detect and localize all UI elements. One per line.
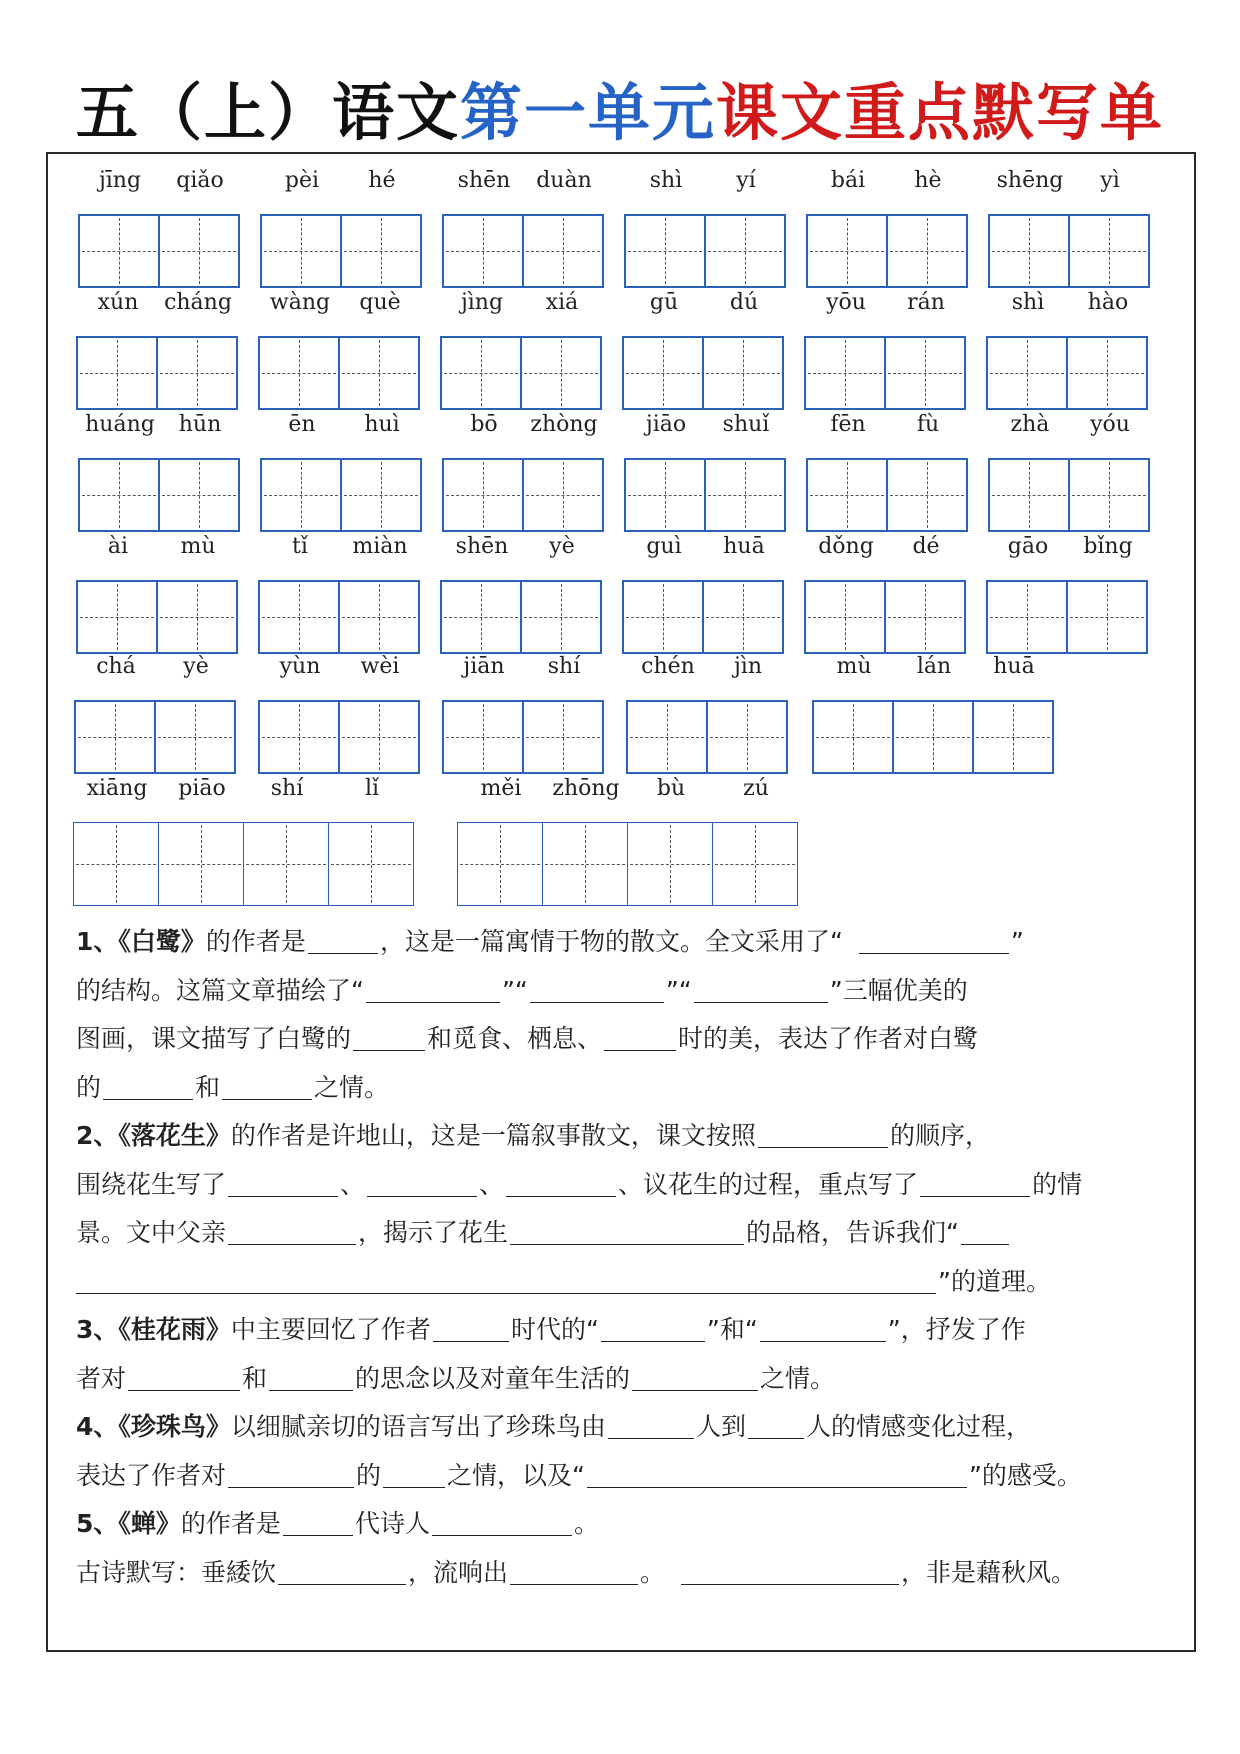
tianzige-grid: [804, 336, 966, 410]
question-text: ，非是藉秋风。: [901, 1557, 1077, 1587]
question-text: 。: [640, 1557, 666, 1587]
question-5: [76, 1500, 1166, 1549]
question-text: 以细腻亲切的语言写出了珍珠鸟由: [230, 1412, 606, 1441]
fill-in-questions: [76, 918, 1166, 1597]
question-text: 、议花生的过程，重点写了: [618, 1169, 919, 1199]
question-1: [76, 918, 1166, 1112]
pinyin-label: qiǎo: [176, 168, 224, 193]
writing-cell[interactable]: [158, 458, 240, 532]
question-text: 者对: [76, 1363, 127, 1393]
pinyin-label: shì: [1011, 290, 1045, 315]
writing-cell[interactable]: [154, 700, 236, 774]
question-text: 的作者是许地山，这是一篇叙事散文，课文按照: [230, 1121, 756, 1150]
question-number: 4、: [76, 1412, 119, 1441]
pinyin-label: lǐ: [364, 776, 380, 801]
tianzige-grid: [624, 458, 786, 532]
answer-blank[interactable]: [506, 1168, 616, 1197]
pinyin-label: shí: [547, 654, 581, 679]
answer-blank[interactable]: [308, 925, 378, 954]
question-text: 之情，以及“: [447, 1460, 585, 1490]
writing-cell[interactable]: [704, 458, 786, 532]
pinyin-label: hào: [1087, 290, 1129, 315]
tianzige-grid: [76, 336, 238, 410]
writing-cell[interactable]: [158, 214, 240, 288]
pinyin-label: měi: [480, 776, 522, 801]
question-text: 人的情感变化过程，: [805, 1412, 1031, 1441]
pinyin-label: shēng: [996, 168, 1064, 193]
answer-blank[interactable]: [103, 1071, 193, 1100]
tianzige-grid: [260, 458, 422, 532]
question-text: 、: [479, 1169, 505, 1199]
pinyin-label: fù: [916, 412, 940, 437]
writing-cell[interactable]: [73, 822, 159, 906]
answer-blank[interactable]: [383, 1459, 445, 1488]
question-3: [76, 1306, 1166, 1403]
writing-cell[interactable]: [712, 822, 798, 906]
pinyin-label: miàn: [352, 534, 408, 559]
pinyin-label: rán: [907, 290, 945, 315]
writing-cell[interactable]: [258, 700, 340, 774]
question-text: 。: [573, 1509, 599, 1538]
pinyin-label: shēn: [455, 534, 509, 559]
writing-cell[interactable]: [884, 580, 966, 654]
tianzige-grid: [258, 336, 420, 410]
book-title: 《珍珠鸟》: [118, 1412, 231, 1441]
pinyin-label: yè: [183, 654, 209, 679]
writing-cell[interactable]: [260, 214, 342, 288]
pinyin-label: jiāo: [645, 412, 687, 437]
writing-cell[interactable]: [158, 822, 244, 906]
pinyin-label: mù: [180, 534, 216, 559]
pinyin-label: hè: [914, 168, 942, 193]
pinyin-label: bái: [830, 168, 866, 193]
question-number: 3、: [76, 1315, 119, 1344]
writing-cell[interactable]: [986, 336, 1068, 410]
answer-blank[interactable]: [681, 1556, 899, 1585]
pinyin-label: bǐng: [1083, 534, 1133, 559]
answer-blank[interactable]: [632, 1362, 758, 1391]
writing-cell[interactable]: [440, 580, 522, 654]
pinyin-row: [48, 290, 1198, 400]
writing-cell[interactable]: [340, 458, 422, 532]
answer-blank[interactable]: [367, 1168, 477, 1197]
tianzige-grid: [986, 580, 1148, 654]
writing-cell[interactable]: [457, 822, 543, 906]
question-text: 和: [242, 1363, 268, 1393]
writing-cell[interactable]: [702, 580, 784, 654]
writing-cell[interactable]: [243, 822, 329, 906]
pinyin-label: zú: [743, 776, 769, 801]
pinyin-label: yōu: [826, 290, 866, 315]
writing-cell[interactable]: [338, 580, 420, 654]
writing-cell[interactable]: [76, 336, 158, 410]
pinyin-row: [48, 776, 1198, 886]
answer-blank[interactable]: [608, 1410, 694, 1439]
writing-cell[interactable]: [886, 458, 968, 532]
answer-blank[interactable]: [694, 974, 828, 1003]
answer-blank[interactable]: [269, 1362, 353, 1391]
question-text: 的情: [1032, 1169, 1083, 1199]
writing-cell[interactable]: [624, 214, 706, 288]
question-text: 和觅食、栖息、: [427, 1024, 603, 1053]
writing-cell[interactable]: [156, 336, 238, 410]
pinyin-label: jīng: [98, 168, 142, 193]
writing-cell[interactable]: [338, 336, 420, 410]
writing-cell[interactable]: [442, 214, 524, 288]
question-number: 2、: [76, 1121, 119, 1150]
question-text: 景。文中父亲: [76, 1218, 227, 1247]
answer-blank[interactable]: [760, 1313, 886, 1342]
tianzige-grid: [804, 580, 966, 654]
question-text: 的作者是: [205, 927, 306, 956]
question-text: 的品格，告诉我们“: [746, 1218, 959, 1247]
pinyin-label: yùn: [279, 654, 321, 679]
poem-recitation: [76, 1549, 1166, 1598]
writing-cell[interactable]: [806, 458, 888, 532]
question-text: 图画，课文描写了白鹭的: [76, 1024, 352, 1053]
pinyin-label: fēn: [830, 412, 866, 437]
tianzige-grid: [812, 700, 1054, 774]
answer-blank[interactable]: [432, 1507, 572, 1536]
pinyin-row: [48, 534, 1198, 644]
question-text: ，这是一篇寓情于物的散文。全文采用了“: [379, 927, 843, 956]
pinyin-label: tǐ: [292, 534, 308, 559]
question-text: ”“: [501, 975, 528, 1005]
book-title: 《蝉》: [118, 1509, 181, 1538]
question-text: 围绕花生写了: [76, 1169, 227, 1199]
writing-cell[interactable]: [884, 336, 966, 410]
pinyin-label: cháng: [164, 290, 232, 315]
pinyin-label: dǒng: [818, 534, 874, 559]
writing-cell[interactable]: [74, 700, 156, 774]
answer-blank[interactable]: [228, 1459, 354, 1488]
answer-blank[interactable]: [283, 1507, 353, 1536]
pinyin-label: shì: [649, 168, 683, 193]
pinyin-label: xún: [97, 290, 139, 315]
pinyin-label: ēn: [288, 412, 316, 437]
writing-cell[interactable]: [76, 580, 158, 654]
question-text: 、: [340, 1169, 366, 1199]
question-text: 中主要回忆了作者: [230, 1315, 431, 1344]
writing-cell[interactable]: [522, 458, 604, 532]
pinyin-label: dú: [729, 290, 759, 315]
writing-cell[interactable]: [440, 336, 522, 410]
tianzige-grid: [442, 214, 604, 288]
writing-cell[interactable]: [338, 700, 420, 774]
pinyin-label: chén: [641, 654, 695, 679]
tianzige-grid: [442, 700, 604, 774]
answer-blank[interactable]: [278, 1556, 406, 1585]
answer-blank[interactable]: [228, 1168, 338, 1197]
pinyin-label: xiāng: [86, 776, 148, 801]
pinyin-label: xiá: [545, 290, 579, 315]
writing-cell[interactable]: [627, 822, 713, 906]
tianzige-grid: [626, 700, 788, 774]
tianzige-grid: [806, 458, 968, 532]
writing-cell[interactable]: [542, 822, 628, 906]
pinyin-row: [48, 412, 1198, 522]
pinyin-label: huì: [364, 412, 400, 437]
question-text: ”，抒发了作: [887, 1315, 1026, 1344]
writing-cell[interactable]: [624, 458, 706, 532]
answer-blank[interactable]: [366, 974, 500, 1003]
answer-blank[interactable]: [604, 1022, 676, 1051]
question-text: 的作者是: [180, 1509, 281, 1538]
writing-cell[interactable]: [806, 214, 888, 288]
tianzige-grid: [986, 336, 1148, 410]
question-number: 1、: [76, 927, 119, 956]
tianzige-grid: [442, 458, 604, 532]
writing-cell[interactable]: [340, 214, 422, 288]
question-text: ”三幅优美的: [829, 975, 968, 1005]
pinyin-label: lán: [916, 654, 952, 679]
tianzige-grid: [74, 822, 414, 906]
tianzige-grid: [988, 458, 1150, 532]
writing-cell[interactable]: [442, 700, 524, 774]
tianzige-grid: [440, 336, 602, 410]
pinyin-label: jìng: [460, 290, 504, 315]
question-text: 人到: [695, 1412, 746, 1441]
tianzige-grid: [76, 580, 238, 654]
writing-cell[interactable]: [988, 458, 1070, 532]
writing-cell[interactable]: [258, 336, 340, 410]
question-text: 的: [356, 1460, 382, 1490]
question-2: [76, 1112, 1166, 1306]
answer-blank[interactable]: [859, 925, 1009, 954]
pinyin-label: wèi: [360, 654, 400, 679]
pinyin-label: dé: [912, 534, 940, 559]
question-text: 之情。: [314, 1072, 390, 1102]
writing-cell[interactable]: [622, 580, 704, 654]
book-title: 《桂花雨》: [118, 1315, 231, 1344]
tianzige-grid: [78, 214, 240, 288]
pinyin-row: [48, 168, 1198, 278]
pinyin-label: duàn: [536, 168, 592, 193]
writing-cell[interactable]: [260, 458, 342, 532]
question-text: 之情。: [760, 1363, 836, 1393]
question-text: 代诗人: [354, 1509, 430, 1538]
pinyin-label: jìn: [733, 654, 763, 679]
answer-blank[interactable]: [433, 1313, 509, 1342]
pinyin-label: gū: [649, 290, 679, 315]
question-number: 5、: [76, 1509, 119, 1538]
answer-blank[interactable]: [920, 1168, 1030, 1197]
pinyin-label: zhà: [1010, 412, 1050, 437]
page-title: 五（上）语文第一单元课文重点默写单: [75, 76, 1165, 149]
pinyin-label: jiān: [463, 654, 505, 679]
answer-blank[interactable]: [228, 1216, 356, 1245]
pinyin-label: mù: [836, 654, 872, 679]
writing-cell[interactable]: [704, 214, 786, 288]
pinyin-label: piāo: [178, 776, 226, 801]
pinyin-label: shí: [270, 776, 304, 801]
question-text: 表达了作者对: [76, 1460, 227, 1490]
answer-blank[interactable]: [76, 1265, 936, 1294]
writing-cell[interactable]: [972, 700, 1054, 774]
question-text: 的结构。这篇文章描绘了“: [76, 975, 364, 1005]
writing-cell[interactable]: [702, 336, 784, 410]
pinyin-label: pèi: [284, 168, 320, 193]
writing-cell[interactable]: [442, 458, 524, 532]
writing-cell[interactable]: [706, 700, 788, 774]
pinyin-label: yì: [1100, 168, 1120, 193]
writing-cell[interactable]: [522, 214, 604, 288]
tianzige-grid: [260, 214, 422, 288]
pinyin-label: shuǐ: [722, 412, 770, 437]
question-4: [76, 1403, 1166, 1500]
pinyin-label: què: [359, 290, 401, 315]
tianzige-grid: [458, 822, 798, 906]
question-text: ”“: [665, 975, 692, 1005]
question-text: 古诗默写：垂緌饮: [76, 1557, 277, 1587]
writing-cell[interactable]: [804, 580, 886, 654]
pinyin-label: yí: [736, 168, 756, 193]
pinyin-label: chá: [96, 654, 136, 679]
writing-cell[interactable]: [1068, 458, 1150, 532]
pinyin-label: huā: [723, 534, 765, 559]
tianzige-grid: [74, 700, 236, 774]
tianzige-grid: [622, 580, 784, 654]
question-text: 的思念以及对童年生活的: [355, 1363, 631, 1393]
writing-cell[interactable]: [520, 580, 602, 654]
tianzige-grid: [806, 214, 968, 288]
pinyin-label: shēn: [457, 168, 511, 193]
writing-cell[interactable]: [622, 336, 704, 410]
answer-blank[interactable]: [748, 1410, 804, 1439]
question-text: 的: [76, 1072, 102, 1102]
pinyin-label: ài: [107, 534, 129, 559]
writing-cell[interactable]: [522, 700, 604, 774]
pinyin-label: bō: [470, 412, 498, 437]
answer-blank[interactable]: [758, 1119, 888, 1148]
writing-cell[interactable]: [78, 458, 160, 532]
answer-blank[interactable]: [530, 974, 664, 1003]
answer-blank[interactable]: [587, 1459, 967, 1488]
pinyin-label: zhōng: [552, 776, 620, 801]
tianzige-grid: [440, 580, 602, 654]
writing-cell[interactable]: [78, 214, 160, 288]
writing-cell[interactable]: [1068, 214, 1150, 288]
pinyin-label: guì: [646, 534, 682, 559]
writing-cell[interactable]: [892, 700, 974, 774]
writing-cell[interactable]: [1066, 580, 1148, 654]
writing-cell[interactable]: [258, 580, 340, 654]
question-text: 时的美，表达了作者对白鹭: [678, 1024, 979, 1053]
question-text: ，揭示了花生: [358, 1218, 509, 1247]
question-text: ”: [1010, 927, 1024, 956]
pinyin-label: hé: [368, 168, 396, 193]
pinyin-label: zhòng: [530, 412, 598, 437]
answer-blank[interactable]: [128, 1362, 240, 1391]
pinyin-label: yè: [549, 534, 575, 559]
writing-cell[interactable]: [626, 700, 708, 774]
pinyin-label: wàng: [269, 290, 331, 315]
pinyin-label: huā: [993, 654, 1035, 679]
answer-blank[interactable]: [961, 1216, 1009, 1245]
tianzige-grid: [624, 214, 786, 288]
tianzige-grid: [988, 214, 1150, 288]
question-text: ，流响出: [408, 1557, 509, 1587]
pinyin-label: huáng: [85, 412, 155, 437]
question-text: 的顺序，: [889, 1121, 990, 1150]
writing-cell[interactable]: [988, 214, 1070, 288]
answer-blank[interactable]: [353, 1022, 425, 1051]
writing-cell[interactable]: [812, 700, 894, 774]
pinyin-label: bù: [656, 776, 686, 801]
question-text: 时代的“: [510, 1315, 599, 1344]
tianzige-grid: [78, 458, 240, 532]
tianzige-grid: [258, 580, 420, 654]
question-text: ”的道理。: [938, 1266, 1051, 1296]
book-title: 《白鹭》: [118, 927, 206, 956]
answer-blank[interactable]: [601, 1313, 705, 1342]
question-text: ”的感受。: [968, 1460, 1082, 1490]
writing-cell[interactable]: [804, 336, 886, 410]
answer-blank[interactable]: [222, 1071, 312, 1100]
writing-cell[interactable]: [156, 580, 238, 654]
pinyin-label: yóu: [1090, 412, 1130, 437]
question-text: ”和“: [706, 1315, 758, 1344]
tianzige-grid: [258, 700, 420, 774]
book-title: 《落花生》: [118, 1121, 231, 1150]
answer-blank[interactable]: [510, 1556, 638, 1585]
writing-cell[interactable]: [986, 580, 1068, 654]
tianzige-grid: [622, 336, 784, 410]
writing-cell[interactable]: [520, 336, 602, 410]
writing-cell[interactable]: [1066, 336, 1148, 410]
question-text: 和: [195, 1072, 221, 1102]
pinyin-label: gāo: [1007, 534, 1049, 559]
writing-cell[interactable]: [328, 822, 414, 906]
pinyin-label: hūn: [178, 412, 222, 437]
answer-blank[interactable]: [510, 1216, 744, 1245]
writing-cell[interactable]: [886, 214, 968, 288]
pinyin-row: [48, 654, 1198, 764]
